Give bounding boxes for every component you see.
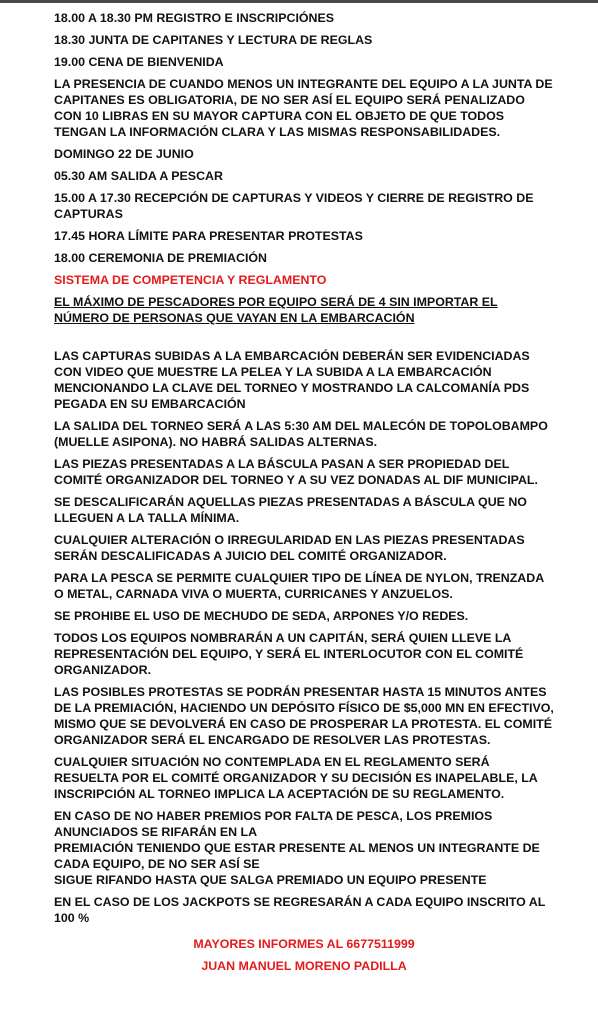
max-fishers-rule: EL MÁXIMO DE PESCADORES POR EQUIPO SERÁ DE 4 SIN IMPORTAR EL NÚMERO DE PERSONAS QUE VAYAN EN LA EMBARCACIÓN <box>54 295 498 325</box>
rule-protests: LAS POSIBLES PROTESTAS SE PODRÁN PRESENTAR HASTA 15 MINUTOS ANTES DE LA PREMIACIÓN, HACIENDO UN DEPÓSITO FÍSICO DE $5,000 MN EN EFECTIVO, MISMO QUE SE DEVOLVERÁ EN CASO DE PROSPERAR LA PROTESTA. EL COMITÉ ORGANIZADOR SERÁ EL ENCARGADO DE RESOLVER LAS PROTESTAS. <box>54 685 554 747</box>
rule-unforeseen: CUALQUIER SITUACIÓN NO CONTEMPLADA EN EL REGLAMENTO SERÁ RESUELTA POR EL COMITÉ ORGANIZADOR Y SU DECISIÓN ES INAPELABLE, LA INSCRIPCIÓN AL TORNEO IMPLICA LA ACEPTACIÓN DE SU REGLAMENTO. <box>54 755 538 801</box>
prize-line-3: SIGUE RIFANDO HASTA QUE SALGA PREMIADO UN EQUIPO PRESENTE <box>54 873 487 887</box>
schedule-line-departure: 05.30 AM SALIDA A PESCAR <box>54 169 223 183</box>
section-title: SISTEMA DE COMPETENCIA Y REGLAMENTO <box>54 273 327 287</box>
schedule-line-3: 19.00 CENA DE BIENVENIDA <box>54 55 224 69</box>
rule-irregularity: CUALQUIER ALTERACIÓN O IRREGULARIDAD EN LAS PIEZAS PRESENTADAS SERÁN DESCALIFICADAS A JUICIO DEL COMITÉ ORGANIZADOR. <box>54 533 525 563</box>
rule-property: LAS PIEZAS PRESENTADAS A LA BÁSCULA PASAN A SER PROPIEDAD DEL COMITÉ ORGANIZADOR DEL TORNEO Y A SU VEZ DONADAS AL DIF MUNICIPAL. <box>54 457 538 487</box>
tournament-document <box>54 10 554 980</box>
contact-info: MAYORES INFORMES AL 6677511999 <box>193 937 415 951</box>
jackpot-rule: EN EL CASO DE LOS JACKPOTS SE REGRESARÁN A CADA EQUIPO INSCRITO AL 100 % <box>54 895 546 925</box>
captains-meeting-notice: LA PRESENCIA DE CUANDO MENOS UN INTEGRANTE DEL EQUIPO A LA JUNTA DE CAPITANES ES OBLIGATORIA, DE NO SER ASÍ EL EQUIPO SERÁ PENALIZADO CON 10 LIBRAS EN SU MAYOR CAPTURA CON EL OBJETO DE QUE TODOS TENGAN LA INFORMACIÓN CLARA Y LAS MISMAS RESPONSABILIDADES. <box>54 77 553 139</box>
prize-raffle-paragraph <box>54 808 554 888</box>
rule-prohibited: SE PROHIBE EL USO DE MECHUDO DE SEDA, ARPONES Y/O REDES. <box>54 609 469 623</box>
rule-captain: TODOS LOS EQUIPOS NOMBRARÁN A UN CAPITÁN, SERÁ QUIEN LLEVE LA REPRESENTACIÓN DEL EQUIPO, Y SERÁ EL INTERLOCUTOR CON EL COMITÉ ORGANIZADOR. <box>54 631 524 677</box>
contact-name: JUAN MANUEL MORENO PADILLA <box>201 959 407 973</box>
schedule-line-ceremony: 18.00 CEREMONIA DE PREMIACIÓN <box>54 251 267 265</box>
rule-minimum-size: SE DESCALIFICARÁN AQUELLAS PIEZAS PRESENTADAS A BÁSCULA QUE NO LLEGUEN A LA TALLA MÍNIMA. <box>54 495 527 525</box>
schedule-line-protests: 17.45 HORA LÍMITE PARA PRESENTAR PROTESTAS <box>54 229 363 243</box>
schedule-line-1: 18.00 A 18.30 PM REGISTRO E INSCRIPCIÓNES <box>54 11 335 25</box>
schedule-line-reception: 15.00 A 17.30 RECEPCIÓN DE CAPTURAS Y VIDEOS Y CIERRE DE REGISTRO DE CAPTURAS <box>54 191 534 221</box>
prize-line-2: PREMIACIÓN TENIENDO QUE ESTAR PRESENTE AL MENOS UN INTEGRANTE DE CADA EQUIPO, DE NO SER ASÍ SE <box>54 841 540 871</box>
rule-departure: LA SALIDA DEL TORNEO SERÁ A LAS 5:30 AM DEL MALECÓN DE TOPOLOBAMPO (MUELLE ASIPONA). NO HABRÁ SALIDAS ALTERNAS. <box>54 419 548 449</box>
spacer <box>54 332 554 348</box>
top-divider <box>0 0 598 3</box>
schedule-line-2: 18.30 JUNTA DE CAPITANES Y LECTURA DE REGLAS <box>54 33 373 47</box>
prize-line-1: EN CASO DE NO HABER PREMIOS POR FALTA DE PESCA, LOS PREMIOS ANUNCIADOS SE RIFARÁN EN LA <box>54 809 493 839</box>
rule-tackle: PARA LA PESCA SE PERMITE CUALQUIER TIPO DE LÍNEA DE NYLON, TRENZADA O METAL, CARNADA VIVA O MUERTA, CURRICANES Y ANZUELOS. <box>54 571 544 601</box>
sunday-date: DOMINGO 22 DE JUNIO <box>54 147 194 161</box>
rule-video-evidence: LAS CAPTURAS SUBIDAS A LA EMBARCACIÓN DEBERÁN SER EVIDENCIADAS CON VIDEO QUE MUESTRE LA PELEA Y LA SUBIDA A LA EMBARCACIÓN MENCIONANDO LA CLAVE DEL TORNEO Y MOSTRANDO LA CALCOMANÍA PDS PEGADA EN SU EMBARCACIÓN <box>54 349 530 411</box>
